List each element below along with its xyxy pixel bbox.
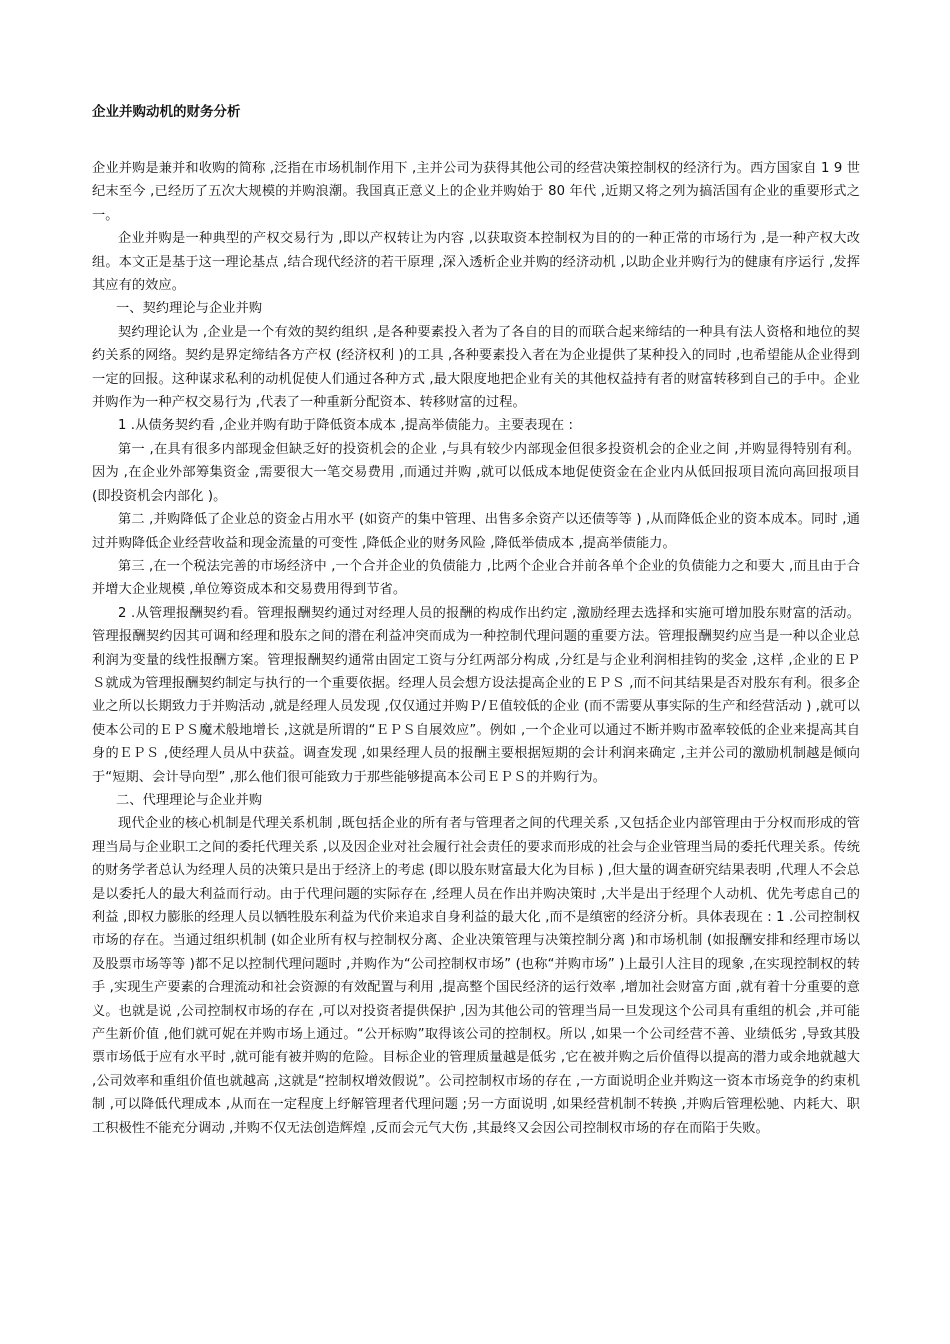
paragraph-8: 第三 ,在一个税法完善的市场经济中 ,一个合并企业的负债能力 ,比两个企业合并前各单个企业的负债能力之和要大 ,而且由于合并增大企业规模 ,单位筹资成本和交易费用得到节省。 <box>92 558 860 598</box>
paragraph-intro: 企业并购是兼并和收购的简称 ,泛指在市场机制作用下 ,主并公司为获得其他公司的经营决策控制权的经济行为。西方国家自 1 9 世纪末至今 ,已经历了五次大规模的并购浪潮。我国真正意义上的企业并购始于 80 年代 ,近期又将之列为搞活国有企业的重要形式之一。 <box>92 161 860 223</box>
paragraph-4: 契约理论认为 ,企业是一个有效的契约组织 ,是各种要素投入者为了各自的目的而联合起来缔结的一种具有法人资格和地位的契约关系的网络。契约是界定缔结各方产权 (经济权利 )的工具 ,各种要素投入者在为企业提供了某种投入的同时 ,也希望能从企业得到一定的回报。这种谋求私利的动机促使人们通过各种方式 ,最大限度地把企业有关的其他权益持有者的财富转移到自己的手中。企业并购作为一种产权交易行为 ,代表了一种重新分配资本、转移财富的过程。 <box>92 324 860 411</box>
document-title: 企业并购动机的财务分析 <box>92 104 241 120</box>
paragraph-11: 现代企业的核心机制是代理关系机制 ,既包括企业的所有者与管理者之间的代理关系 ,又包括企业内部管理由于分权而形成的管理当局与企业职工之间的委托代理关系 ,以及因企业对社会履行社会责任的要求而形成的社会与企业管理当局的委托代理关系。传统的财务学者总认为经理人员的决策只是出于经济上的考虑 (即以股东财富最大化为目标 ) ,但大量的调查研究结果表明 ,代理人不会总是以委托人的最大利益而行动。由于代理问题的实际存在 ,经理人员在作出并购决策时 ,大半是出于经理个人动机、优先考虑自己的利益 ,即权力膨胀的经理人员以牺牲股东利益为代价来追求自身利益的最大化 ,而不是缜密的经济分析。具体表现在 : 1 .公司控制权市场的存在。当通过组织机制 (如企业所有权与控制权分离、企业决策管理与决策控制分离 )和市场机制 (如报酬安排和经理市场以及股票市场等等 )都不足以控制代理问题时 ,并购作为“公司控制权市场” (也称“并购市场” )上最引人注目的现象 ,在实现控制权的转手 ,实现生产要素的合理流动和社会资源的有效配置与利用 ,提高整个国民经济的运行效率 ,增加社会财富方面 ,就有着十分重要的意义。也就是说 ,公司控制权市场的存在 ,可以对投资者提供保护 ,因为其他公司的管理当局一旦发现这个公司具有重组的机会 ,并可能产生新价值 ,他们就可妮在并购市场上通过。“公开标购”取得该公司的控制权。所以 ,如果一个公司经营不善、业绩低劣 ,导致其股票市场低于应有水平时 ,就可能有被并购的危险。目标企业的管理质量越是低劣 ,它在被并购之后价值得以提高的潜力或余地就越大 ,公司效率和重组价值也就越高 ,这就是“控制权增效假说”。公司控制权市场的存在 ,一方面说明企业并购这一资本市场竞争的约束机制 ,可以降低代理成本 ,从而在一定程度上纾解管理者代理问题 ;另一方面说明 ,如果经营机制不转换 ,并购后管理松驰、内耗大、职工积极性不能充分调动 ,并购不仅无法创造辉煌 ,反而会元气大伤 ,其最终又会因公司控制权市场的存在而陷于失败。 <box>92 816 860 1136</box>
section-heading-1: 一、契约理论与企业并购 <box>116 301 263 317</box>
paragraph-2: 企业并购是一种典型的产权交易行为 ,即以产权转让为内容 ,以获取资本控制权为目的的一种正常的市场行为 ,是一种产权大改组。本文正是基于这一理论基点 ,结合现代经济的若干原理 ,深入透析企业并购的经济动机 ,以助企业并购行为的健康有序运行 ,发挥其应有的效应。 <box>92 231 860 294</box>
document-page <box>92 100 860 1140</box>
paragraph-5: 1 .从债务契约看 ,企业并购有助于降低资本成本 ,提高举债能力。主要表现在 : <box>118 418 573 434</box>
paragraph-6: 第一 ,在具有很多内部现金但缺乏好的投资机会的企业 ,与具有较少内部现金但很多投资机会的企业之间 ,并购显得特别有利。因为 ,在企业外部筹集资金 ,需要很大一笔交易费用 ,而通过并购 ,就可以低成本地促使资金在企业内从低回报项目流向高回报项目 (即投资机会内部化 )。 <box>92 441 860 504</box>
section-heading-2: 二、代理理论与企业并购 <box>116 792 263 808</box>
paragraph-7: 第二 ,并购降低了企业总的资金占用水平 (如资产的集中管理、出售多余资产以还债等等 ) ,从而降低企业的资本成本。同时 ,通过并购降低企业经营收益和现金流量的可变性 ,降低企业的财务风险 ,降低举债成本 ,提高举债能力。 <box>92 512 860 551</box>
paragraph-9: 2 .从管理报酬契约看。管理报酬契约通过对经理人员的报酬的构成作出约定 ,激励经理去选择和实施可增加股东财富的活动。管理报酬契约因其可调和经理和股东之间的潜在利益冲突而成为一种控制代理问题的重要方法。管理报酬契约应当是一种以企业总利润为变量的线性报酬方案。管理报酬契约通常由固定工资与分红两部分构成 ,分红是与企业利润相挂钩的奖金 ,这样 ,企业的ＥＰＳ就成为管理报酬契约制定与执行的一个重要依据。经理人员会想方设法提高企业的ＥＰＳ ,而不问其结果是否对股东有利。很多企业之所以长期致力于并购活动 ,就是经理人员发现 ,仅仅通过并购Ｐ/Ｅ值较低的企业 (而不需要从事实际的生产和经营活动 ) ,就可以使本公司的ＥＰＳ魔术般地增长 ,这就是所谓的“ＥＰＳ自展效应”。例如 ,一个企业可以通过不断并购市盈率较低的企业来提高其自身的ＥＰＳ ,使经理人员从中获益。调查发现 ,如果经理人员的报酬主要根据短期的会计利润来确定 ,主并公司的激励机制越是倾向于“短期、会计导向型” ,那么他们很可能致力于那些能够提高本公司ＥＰＳ的并购行为。 <box>92 605 860 785</box>
